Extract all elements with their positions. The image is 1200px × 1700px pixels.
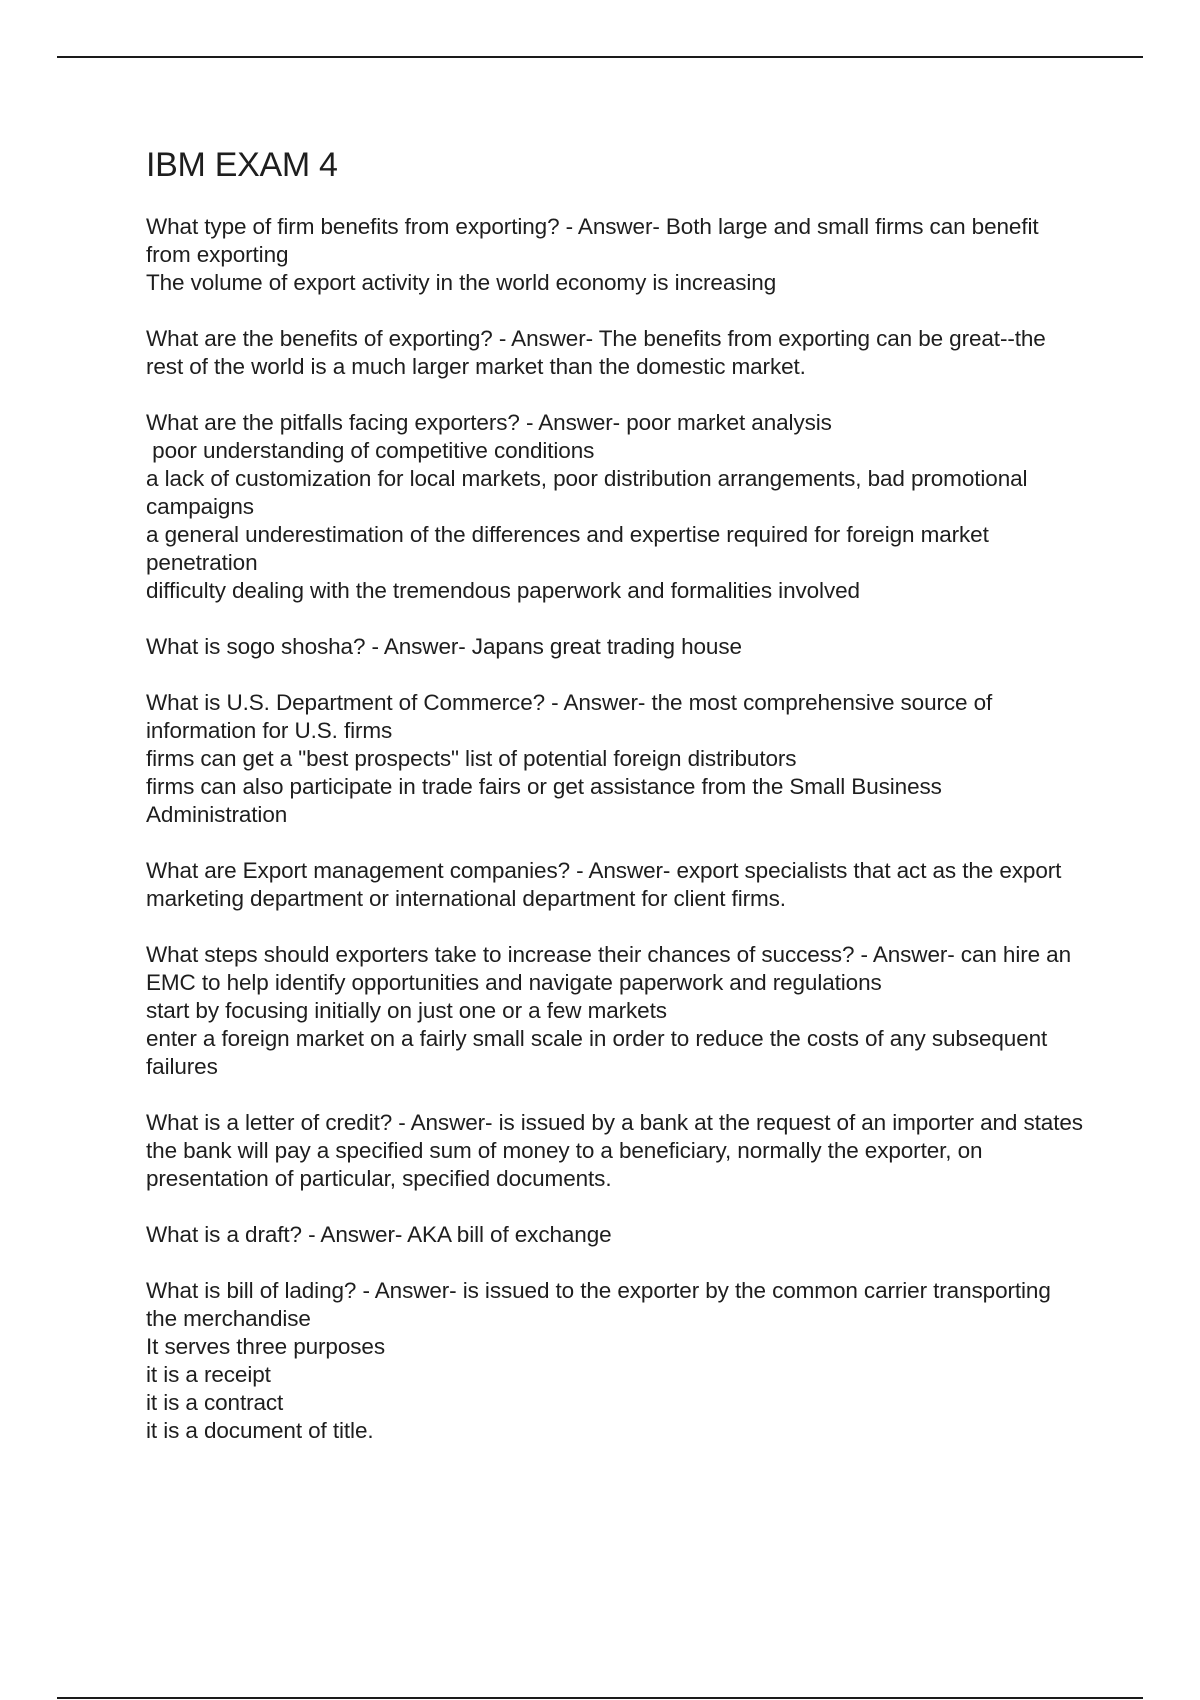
document-title: IBM EXAM 4: [146, 146, 338, 184]
qa-line: a general underestimation of the differences and expertise required for foreign market penetration: [146, 522, 995, 575]
qa-line: What are the pitfalls facing exporters? - Answer- poor market analysis: [146, 410, 832, 435]
qa-line: What type of firm benefits from exporting? - Answer- Both large and small firms can benefit from exporting: [146, 214, 1045, 267]
qa-entry: [146, 1109, 1090, 1193]
qa-line: start by focusing initially on just one or a few markets: [146, 998, 667, 1023]
qa-entry: [146, 857, 1086, 913]
qa-line: What is bill of lading? - Answer- is issued to the exporter by the common carrier transporting the merchandise: [146, 1278, 1057, 1331]
qa-line: it is a receipt: [146, 1362, 271, 1387]
qa-line: firms can also participate in trade fairs or get assistance from the Small Business Administration: [146, 774, 947, 827]
qa-line: What is U.S. Department of Commerce? - Answer- the most comprehensive source of information for U.S. firms: [146, 690, 999, 743]
qa-entry: [146, 1221, 1086, 1249]
qa-entry: [146, 213, 1086, 297]
qa-line: What is a letter of credit? - Answer- is issued by a bank at the request of an importer and states the bank will pay a specified sum of money to a beneficiary, normally the exporter, on presentation of particular, specified documents.: [146, 1110, 1090, 1191]
qa-entry: [146, 689, 1086, 829]
qa-line: What steps should exporters take to increase their chances of success? - Answer- can hire an EMC to help identify opportunities and navigate paperwork and regulations: [146, 942, 1078, 995]
qa-line: it is a document of title.: [146, 1418, 374, 1443]
qa-line: What is a draft? - Answer- AKA bill of exchange: [146, 1222, 612, 1247]
qa-line: enter a foreign market on a fairly small scale in order to reduce the costs of any subsequent failures: [146, 1026, 1054, 1079]
qa-line: What are Export management companies? - Answer- export specialists that act as the export marketing department or international department for client firms.: [146, 858, 1068, 911]
qa-entry: [146, 633, 1086, 661]
top-rule: [57, 56, 1143, 58]
qa-line: The volume of export activity in the world economy is increasing: [146, 270, 777, 295]
qa-line: What are the benefits of exporting? - Answer- The benefits from exporting can be great--the rest of the world is a much larger market than the domestic market.: [146, 326, 1052, 379]
qa-line: firms can get a "best prospects" list of potential foreign distributors: [146, 746, 797, 771]
qa-entry: [146, 1277, 1086, 1445]
qa-entry: [146, 325, 1086, 381]
document-body: [146, 143, 1090, 1473]
qa-line: it is a contract: [146, 1390, 284, 1415]
qa-line: What is sogo shosha? - Answer- Japans great trading house: [146, 634, 742, 659]
bottom-rule: [57, 1697, 1143, 1699]
qa-line: poor understanding of competitive conditions: [146, 438, 595, 463]
qa-entry: [146, 941, 1086, 1081]
qa-entry: [146, 409, 1086, 605]
qa-line: a lack of customization for local markets, poor distribution arrangements, bad promotional campaigns: [146, 466, 1034, 519]
qa-line: difficulty dealing with the tremendous paperwork and formalities involved: [146, 578, 860, 603]
qa-line: It serves three purposes: [146, 1334, 385, 1359]
